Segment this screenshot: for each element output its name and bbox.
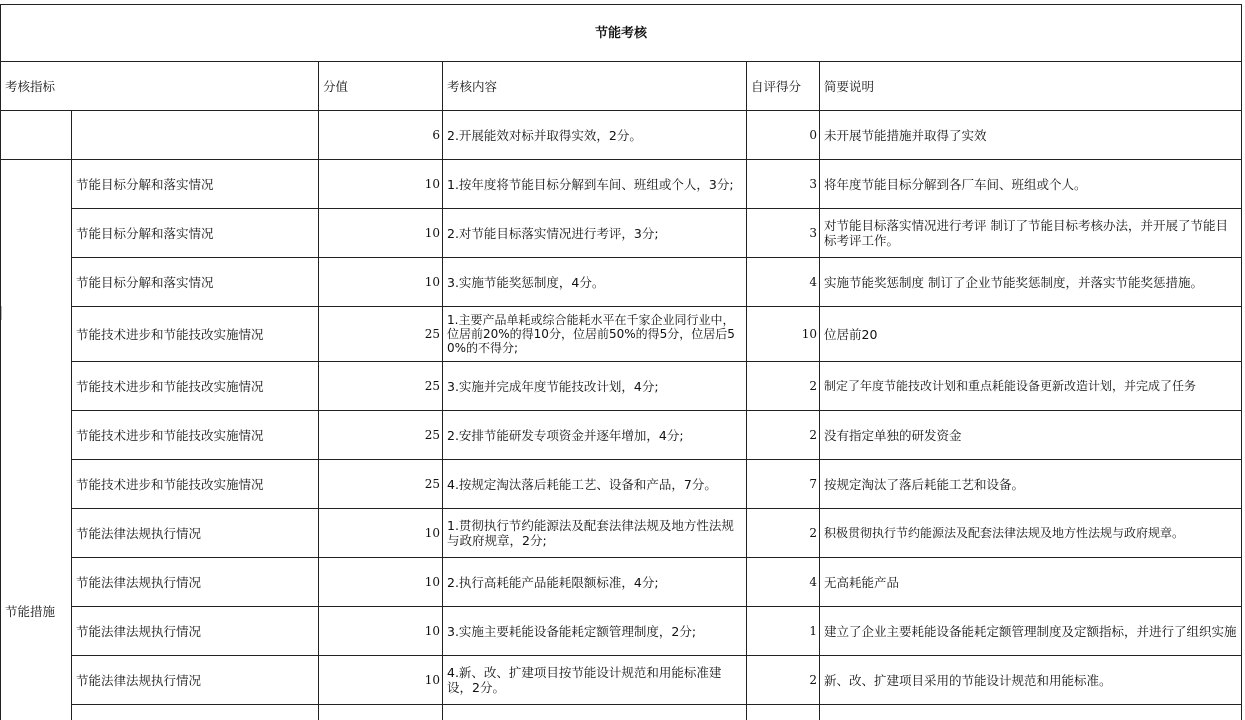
content-cell: 2.安排节能研发专项资金并逐年增加，4分; — [443, 411, 747, 460]
table-row — [1, 362, 1242, 411]
table-row — [1, 160, 1242, 209]
content-cell: 4.新、改、扩建项目按节能设计规范和用能标准建设，2分。 — [443, 656, 747, 705]
self-score-cell — [747, 705, 820, 720]
note-cell — [820, 705, 1242, 720]
note-cell: 未开展节能措施并取得了实效 — [820, 111, 1242, 160]
content-cell: 2.执行高耗能产品能耗限额标准，4分; — [443, 558, 747, 607]
indicator-cell: 节能目标分解和落实情况 — [72, 209, 319, 258]
self-score-cell: 2 — [747, 656, 820, 705]
score-cell: 25 — [319, 307, 443, 362]
self-score-cell: 1 — [747, 607, 820, 656]
score-cell: 10 — [319, 607, 443, 656]
score-cell: 6 — [319, 111, 443, 160]
indicator-cell: 节能目标分解和落实情况 — [72, 258, 319, 307]
header-score: 分值 — [319, 62, 443, 111]
content-cell: 3.实施主要耗能设备能耗定额管理制度，2分; — [443, 607, 747, 656]
note-cell: 制定了年度节能技改计划和重点耗能设备更新改造计划，并完成了任务 — [820, 362, 1242, 411]
self-score-cell: 0 — [747, 111, 820, 160]
table-row — [1, 460, 1242, 509]
self-score-cell: 2 — [747, 362, 820, 411]
content-cell: 2.开展能效对标并取得实效，2分。 — [443, 111, 747, 160]
score-cell: 10 — [319, 160, 443, 209]
indicator-cell: 节能技术进步和节能技改实施情况 — [72, 411, 319, 460]
table-row — [1, 558, 1242, 607]
table-row — [1, 209, 1242, 258]
content-cell: 4.按规定淘汰落后耗能工艺、设备和产品，7分。 — [443, 460, 747, 509]
content-cell: 1.贯彻执行节约能源法及配套法律法规及地方性法规与政府规章，2分; — [443, 509, 747, 558]
note-cell: 没有指定单独的研发资金 — [820, 411, 1242, 460]
table-row — [1, 111, 1242, 160]
note-cell: 对节能目标落实情况进行考评 制订了节能目标考核办法，并开展了节能目标考评工作。 — [820, 209, 1242, 258]
indicator-cell — [72, 111, 319, 160]
header-note: 简要说明 — [820, 62, 1242, 111]
score-cell: 10 — [319, 509, 443, 558]
note-cell: 位居前20 — [820, 307, 1242, 362]
content-cell — [443, 705, 747, 720]
note-cell: 无高耗能产品 — [820, 558, 1242, 607]
content-cell: 3.实施并完成年度节能技改计划，4分; — [443, 362, 747, 411]
self-score-cell: 3 — [747, 160, 820, 209]
header-row — [1, 62, 1242, 111]
content-cell: 2.对节能目标落实情况进行考评，3分; — [443, 209, 747, 258]
category-cell — [1, 111, 72, 160]
indicator-cell: 节能技术进步和节能技改实施情况 — [72, 460, 319, 509]
score-cell: 10 — [319, 558, 443, 607]
content-cell: 1.按年度将节能目标分解到车间、班组或个人，3分; — [443, 160, 747, 209]
indicator-cell: 节能法律法规执行情况 — [72, 509, 319, 558]
self-score-cell: 3 — [747, 209, 820, 258]
indicator-cell: 节能法律法规执行情况 — [72, 607, 319, 656]
table-row — [1, 307, 1242, 362]
header-content: 考核内容 — [443, 62, 747, 111]
note-cell: 积极贯彻执行节约能源法及配套法律法规及地方性法规与政府规章。 — [820, 509, 1242, 558]
content-cell: 3.实施节能奖惩制度，4分。 — [443, 258, 747, 307]
table-row — [1, 656, 1242, 705]
indicator-cell: 节能目标分解和落实情况 — [72, 160, 319, 209]
table-row — [1, 509, 1242, 558]
content-cell: 1.主要产品单耗或综合能耗水平在千家企业同行业中，位居前20%的得10分，位居前50%的得5分，位居后50%的不得分; — [443, 307, 747, 362]
self-score-cell: 7 — [747, 460, 820, 509]
indicator-cell — [72, 705, 319, 720]
note-cell: 新、改、扩建项目采用的节能设计规范和用能标准。 — [820, 656, 1242, 705]
note-cell: 建立了企业主要耗能设备能耗定额管理制度及定额指标，并进行了组织实施 — [820, 607, 1242, 656]
table-row — [1, 411, 1242, 460]
score-cell: 25 — [319, 460, 443, 509]
indicator-cell: 节能技术进步和节能技改实施情况 — [72, 307, 319, 362]
table-row — [1, 607, 1242, 656]
self-score-cell: 2 — [747, 509, 820, 558]
category-cell: 节能措施 — [1, 160, 72, 720]
indicator-cell: 节能法律法规执行情况 — [72, 656, 319, 705]
table-title: 节能考核 — [1, 5, 1242, 62]
self-score-cell: 10 — [747, 307, 820, 362]
self-score-cell: 4 — [747, 258, 820, 307]
score-cell: 25 — [319, 411, 443, 460]
score-cell: 10 — [319, 258, 443, 307]
note-cell: 按规定淘汰了落后耗能工艺和设备。 — [820, 460, 1242, 509]
indicator-cell: 节能技术进步和节能技改实施情况 — [72, 362, 319, 411]
score-cell: 25 — [319, 362, 443, 411]
note-cell: 将年度节能目标分解到各厂车间、班组或个人。 — [820, 160, 1242, 209]
table-row — [1, 705, 1242, 720]
score-cell: 10 — [319, 656, 443, 705]
score-cell — [319, 705, 443, 720]
self-score-cell: 4 — [747, 558, 820, 607]
note-cell: 实施节能奖惩制度 制订了企业节能奖惩制度，并落实节能奖惩措施。 — [820, 258, 1242, 307]
header-indicator: 考核指标 — [1, 62, 319, 111]
assessment-table — [0, 4, 1242, 720]
indicator-cell: 节能法律法规执行情况 — [72, 558, 319, 607]
header-self-score: 自评得分 — [747, 62, 820, 111]
self-score-cell: 2 — [747, 411, 820, 460]
assessment-sheet — [0, 4, 1241, 720]
table-row — [1, 258, 1242, 307]
score-cell: 10 — [319, 209, 443, 258]
